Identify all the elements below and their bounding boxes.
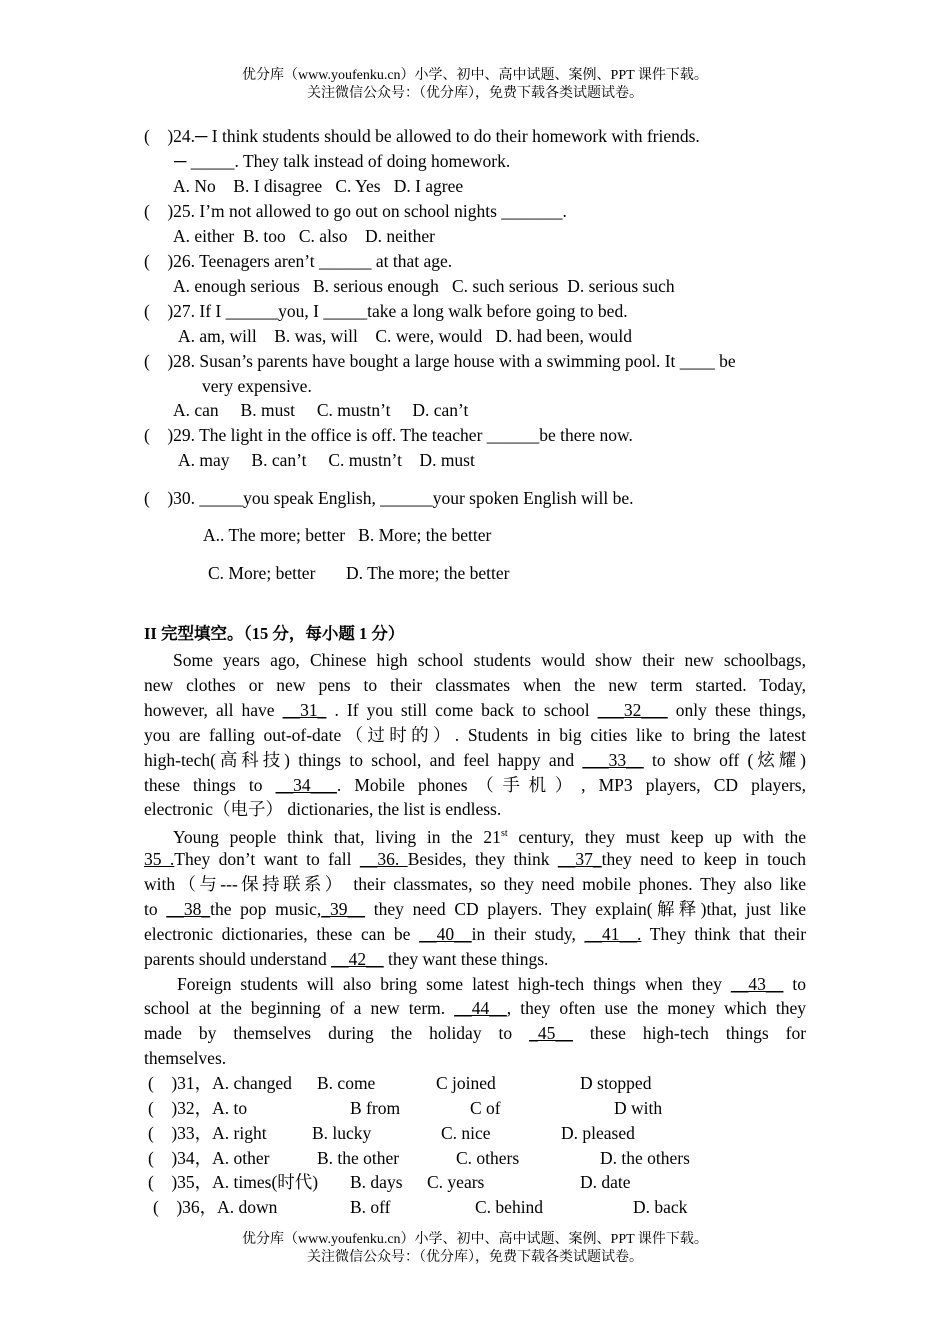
- p2-line-6: parents should understand __42__ they want these things.: [144, 949, 549, 969]
- blank-40: __40__: [419, 924, 472, 944]
- footer-line-1: 优分库（www.youfenku.cn）小学、初中、高中试题、案例、PPT 课件下载。: [242, 1232, 708, 1247]
- blank-32: ___32___: [597, 700, 668, 720]
- choice-34-d: D. the others: [600, 1148, 690, 1168]
- blank-43: __43__: [730, 974, 784, 994]
- p3-line-4: themselves.: [144, 1048, 227, 1068]
- blank-33: ___33__: [582, 750, 644, 770]
- blank-41: __41__.: [584, 924, 642, 944]
- choice-36-b: B. off: [350, 1197, 391, 1217]
- choice-32-b: B from: [350, 1098, 401, 1118]
- p1-line-4: you are falling out-of-date（过时的）. Students in big cities like to bring the latest: [144, 725, 806, 745]
- choice-31-c: C joined: [436, 1073, 496, 1093]
- choice-32-d: D with: [614, 1098, 663, 1118]
- q27-options: A. am, will B. was, will C. were, would D. had been, would: [178, 326, 632, 346]
- section-title: II 完型填空。（15 分，每小题 1 分）: [144, 624, 405, 643]
- q26-stem: ( )26. Teenagers aren’t ______ at that age.: [144, 251, 453, 271]
- choice-33-b: B. lucky: [312, 1123, 372, 1143]
- blank-44: __44__: [454, 998, 507, 1018]
- q25-stem: ( )25. I’m not allowed to go out on school nights _______.: [144, 201, 567, 221]
- choice-row-36: ( )36，A. down: [153, 1197, 278, 1217]
- q24-stem-2: ─ _____. They talk instead of doing homework.: [174, 151, 511, 171]
- p1-line-7: electronic（电子） dictionaries, the list is endless.: [144, 799, 502, 819]
- p3-line-3: made by themselves during the holiday to _45__ these high-tech things for: [144, 1023, 807, 1043]
- q30-options-2: C. More; better D. The more; the better: [208, 563, 510, 583]
- p2-line-4: to __38_the pop music,_39__ they need CD players. They explain(解释)that, just like: [144, 899, 806, 919]
- choice-row-33: ( )33，A. right: [148, 1123, 267, 1143]
- p2-line-5: electronic dictionaries, these can be __40__in their study, __41__. They think that their: [144, 924, 807, 944]
- p2-line-3: with（与---保持联系） their classmates, so they need mobile phones. They also like: [144, 874, 806, 894]
- choice-34-c: C. others: [456, 1148, 520, 1168]
- q26-options: A. enough serious B. serious enough C. such serious D. serious such: [173, 276, 675, 296]
- page-footer: [0, 1231, 950, 1267]
- blank-38: __38_: [166, 899, 211, 919]
- p1-line-1: Some years ago, Chinese high school students would show their new schoolbags,: [173, 650, 806, 670]
- blank-34: __34___: [275, 775, 337, 795]
- q28-stem: ( )28. Susan’s parents have bought a large house with a swimming pool. It ____ be: [144, 351, 736, 371]
- p1-line-6: these things to __34___. Mobile phones（手机）, MP3 players, CD players,: [144, 775, 806, 795]
- choice-row-35: ( )35，A. times(时代): [148, 1172, 319, 1192]
- choice-row-34: ( )34，A. other: [148, 1148, 270, 1168]
- blank-45: _45__: [529, 1023, 573, 1043]
- blank-35: 35 .: [144, 849, 175, 869]
- q24-stem: ( )24.─ I think students should be allowed to do their homework with friends.: [144, 126, 700, 146]
- blank-36: __36.: [359, 849, 408, 869]
- p1-line-2: new clothes or new pens to their classmates when the new term started. Today,: [144, 675, 806, 695]
- q30-options-1: A.. The more; better B. More; the better: [203, 525, 492, 545]
- q28-options: A. can B. must C. mustn’t D. can’t: [173, 400, 469, 420]
- p3-line-2: school at the beginning of a new term. __44__, they often use the money which they: [144, 998, 806, 1018]
- choice-33-d: D. pleased: [561, 1123, 635, 1143]
- q29-stem: ( )29. The light in the office is off. The teacher ______be there now.: [144, 425, 633, 445]
- p1-line-5: high-tech(高科技) things to school, and feel happy and ___33__ to show off (炫耀): [144, 750, 807, 770]
- choice-36-d: D. back: [633, 1197, 688, 1217]
- q27-stem: ( )27. If I ______you, I _____take a long walk before going to bed.: [144, 301, 628, 321]
- q25-options: A. either B. too C. also D. neither: [173, 226, 435, 246]
- blank-42: __42__: [331, 949, 384, 969]
- choice-31-b: B. come: [317, 1073, 376, 1093]
- p3-line-1: Foreign students will also bring some latest high-tech things when they __43__ to: [177, 974, 807, 994]
- choice-35-c: C. years: [427, 1172, 485, 1192]
- p2-line-2: 35 .They don’t want to fall __36. Besides, they think __37_they need to keep in touch: [144, 849, 807, 869]
- choice-35-b: B. days: [350, 1172, 403, 1192]
- choice-31-d: D stopped: [580, 1073, 652, 1093]
- header-line-1: 优分库（www.youfenku.cn）小学、初中、高中试题、案例、PPT 课件下载。: [242, 68, 708, 83]
- p1-line-3: however, all have __31_ . If you still come back to school ___32___ only these things,: [144, 700, 807, 720]
- blank-37: __37_: [557, 849, 602, 869]
- choice-36-c: C. behind: [475, 1197, 544, 1217]
- page-header: [0, 67, 950, 103]
- q30-stem: ( )30. _____you speak English, ______your spoken English will be.: [144, 488, 634, 508]
- choice-32-c: C of: [470, 1098, 501, 1118]
- q29-options: A. may B. can’t C. mustn’t D. must: [178, 450, 475, 470]
- header-line-2: 关注微信公众号：（优分库），免费下载各类试题试卷。: [307, 86, 643, 101]
- p2-line-1: Young people think that, living in the 21st century, they must keep up with the: [173, 826, 806, 847]
- q24-options: A. No B. I disagree C. Yes D. I agree: [173, 176, 464, 196]
- choice-35-d: D. date: [580, 1172, 631, 1192]
- choice-row-32: ( )32，A. to: [148, 1098, 248, 1118]
- blank-39: _39__: [321, 899, 366, 919]
- choice-33-c: C. nice: [441, 1123, 491, 1143]
- choice-34-b: B. the other: [317, 1148, 400, 1168]
- footer-line-2: 关注微信公众号：（优分库），免费下载各类试题试卷。: [307, 1250, 643, 1265]
- q28-stem-2: very expensive.: [202, 376, 312, 396]
- blank-31: __31_: [282, 700, 327, 720]
- choice-row-31: ( )31，A. changed: [148, 1073, 292, 1093]
